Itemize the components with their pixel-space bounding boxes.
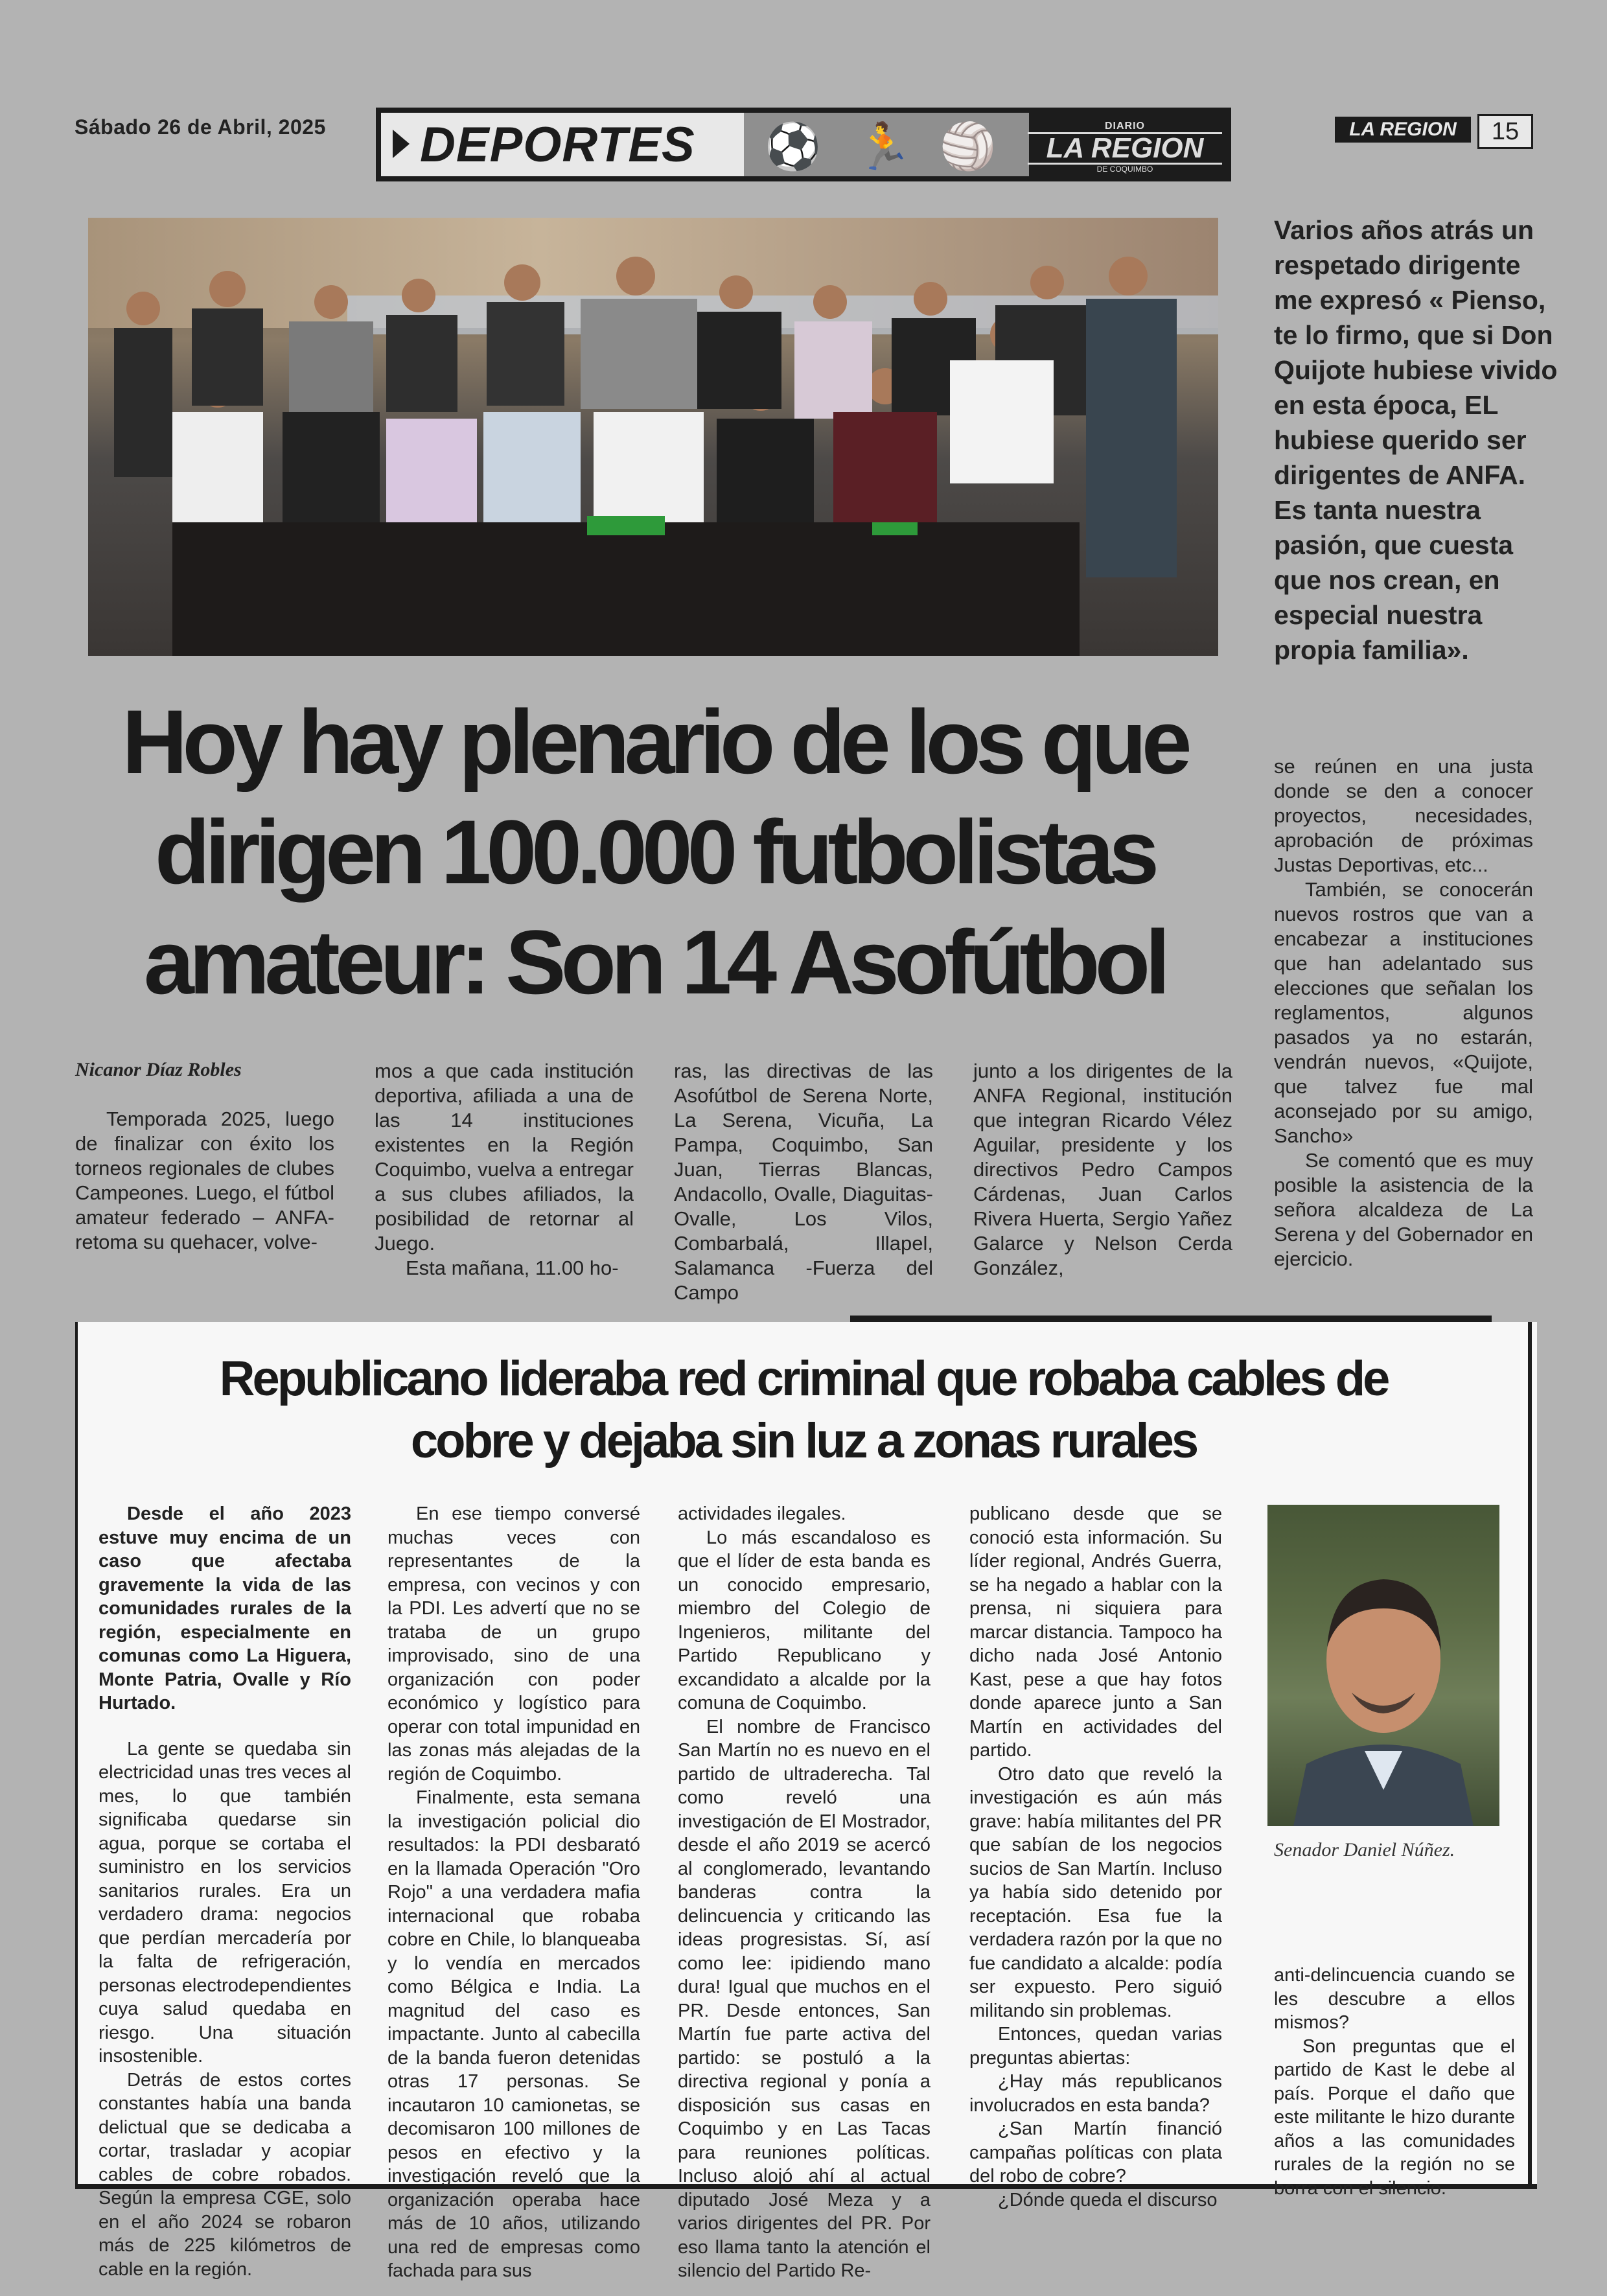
headline-line: cobre y dejaba sin luz a zonas rurales bbox=[410, 1413, 1197, 1468]
box-top-rule bbox=[850, 1316, 1492, 1322]
paragraph: También, se conocerán nuevos rostros que van a encabezar a instituciones que han adelantado sus elecciones que señalan los reglamentos, algunos pasados ya no estarán, vendrán nuevos, «Quijote, que talvez fue mal aconsejado por su amigo, Sancho» bbox=[1274, 878, 1533, 1147]
logo-sub: DE COQUIMBO bbox=[1096, 165, 1153, 174]
paragraph: junto a los dirigentes de la ANFA Regional, institución que integran Ricardo Vélez Aguilar, presidente y los directivos Pedro Campos Cárdenas, Juan Carlos Rivera Huerta, Sergio Yañez Galarce y Nelson Cerda González, bbox=[973, 1060, 1232, 1279]
soccer-player-icon: ⚽ bbox=[765, 121, 822, 172]
paragraph: Lo más escandaloso es que el líder de esta banda es un conocido empresario, miembro del Colegio de Ingenieros, militante del Partido Republicano y excandidato a alcalde por la comuna de Coquimbo. bbox=[678, 1527, 931, 1713]
logo-diario: DIARIO bbox=[1105, 121, 1145, 132]
headline-line: Hoy hay plenario de los que bbox=[122, 691, 1187, 793]
article1-column-5 bbox=[1274, 754, 1533, 1271]
paragraph: mos a que cada institución deportiva, afiliada a una de las 14 instituciones existentes en la Región Coquimbo, vuelva a entregar a sus clubes afiliados, la posibilidad de retornar al Juego. bbox=[375, 1060, 634, 1255]
opinion-headline bbox=[194, 1348, 1413, 1472]
photo-caption: Senador Daniel Núñez. bbox=[1274, 1839, 1455, 1861]
paragraph: Temporada 2025, luego de finalizar con éxito los torneos regionales de clubes Campeones. Luego, el fútbol amateur federado – ANFA- retoma su quehacer, volve- bbox=[75, 1107, 334, 1253]
article2-column-2 bbox=[387, 1502, 640, 2283]
paragraph: Son preguntas que el partido de Kast le debe al país. Porque el daño que este militante le hizo durante años a las comunidades rurales de la región no se borra con el silencio. bbox=[1274, 2035, 1515, 2199]
paragraph: se reúnen en una justa donde se den a conocer proyectos, necesidades, aprobación de próximas Justas Deportivas, etc... bbox=[1274, 755, 1533, 876]
headline-line: dirigen 100.000 futbolistas bbox=[154, 801, 1155, 903]
paragraph: La gente se quedaba sin electricidad unas tres veces al mes, lo que también significaba quedarse sin agua, porque se cortaba el suministro en los servicios sanitarios rurales. Era un verdadero drama: negocios que perdían mercadería por la falta de refrigeración, personas electrodependientes cuya salud quedaba en riesgo. Una situación insostenible. bbox=[98, 1738, 351, 2067]
article1-column-1 bbox=[75, 1107, 334, 1255]
senator-portrait-figure bbox=[1267, 1505, 1499, 1826]
paragraph: El nombre de Francisco San Martín no es nuevo en el partido de ultraderecha. Tal como reveló una investigación de El Mostrador, desde el año 2019 se acercó al conglomerado, levantando banderas contra la delincuencia y criticando las ideas progresistas. Sí, así como lee: ipidiendo mano dura! Igual que muchos en el PR. Desde entonces, San Martín fue parte activa del partido: se postuló a la directiva regional y ponía a disposición sus casas en Coquimbo y en Las Tacas para reuniones políticas. Incluso alojó ahí al actual diputado José Meza y a varios dirigentes del PR. Por eso llama tanto la atención el silencio del Partido Re- bbox=[678, 1716, 931, 2281]
senator-portrait bbox=[1267, 1505, 1499, 1826]
byline: Nicanor Díaz Robles bbox=[75, 1059, 242, 1080]
logo-name: LA REGION bbox=[1028, 132, 1222, 165]
article1-column-3 bbox=[674, 1059, 933, 1305]
paragraph: Detrás de estos cortes constantes había una banda delictual que se dedicaba a cortar, trasladar y acopiar cables de cobre robados. Según la empresa CGE, solo en el año 2024 se robaron más de 225 kilómetros de cable en la región. bbox=[98, 2069, 351, 2280]
box-side-rule bbox=[1528, 1322, 1532, 2184]
paragraph: ¿Hay más republicanos involucrados en esta banda? bbox=[969, 2071, 1222, 2116]
paragraph: ¿Dónde queda el discurso bbox=[998, 2189, 1218, 2210]
paragraph: Entonces, quedan varias preguntas abiertas: bbox=[969, 2024, 1222, 2069]
page-number: 15 bbox=[1477, 114, 1533, 149]
article2-column-5 bbox=[1274, 1964, 1515, 2200]
headline-line: amateur: Son 14 Asofútbol bbox=[143, 911, 1166, 1013]
group-photo-figures bbox=[88, 218, 1218, 656]
runner-icon: 🏃 bbox=[855, 121, 912, 172]
volleyball-icon: 🏐 bbox=[940, 121, 997, 172]
newspaper-logo bbox=[1028, 121, 1222, 174]
corner-brand: LA REGION bbox=[1335, 117, 1471, 143]
article2-column-3 bbox=[678, 1502, 931, 2283]
main-headline bbox=[97, 687, 1212, 1017]
headline-line: Republicano lideraba red criminal que robaba cables de bbox=[219, 1351, 1388, 1406]
paragraph: Otro dato que reveló la investigación es aún más grave: había militantes del PR que sabían de los negocios sucios de San Martín. Incluso ya había sido detenido por receptación. Esa fue la verdadera razón por la que no fue candidato a alcalde: podía ser expuesto. Pero siguió militando sin problemas. bbox=[969, 1763, 1222, 2021]
paragraph: publicano desde que se conoció esta información. Su líder regional, Andrés Guerra, se ha negado a hablar con la prensa, ni siquiera para marcar distancia. Tampoco ha dicho nada José Antonio Kast, pese a que hay fotos donde aparece junto a San Martín en actividades del partido. bbox=[969, 1503, 1222, 1761]
lead-paragraph: Desde el año 2023 estuve muy encima de un caso que afectaba gravemente la vida de las comunidades rurales de la región, especialmente en comunas como La Higuera, Monte Patria, Ovalle y Río Hurtado. bbox=[98, 1503, 351, 1713]
paragraph: Finalmente, esta semana la investigación policial dio resultados: la PDI desbarató en la llamada Operación "Oro Rojo" a una verdadera mafia internacional que robaba cobre en Chile, lo blanqueaba y lo vendía en mercados como Bélgica e India. La magnitud del caso es impactante. Junto al cabecilla de la banda fueron detenidas otras 17 personas. Se incautaron 10 camionetas, se decomisaron 100 millones de pesos en efectivo y la investigación reveló que la organización operaba hace más de 10 años, utilizando una red de empresas como fachada para sus bbox=[387, 1787, 640, 2281]
section-arrow-icon bbox=[393, 130, 410, 158]
paragraph: Se comentó que es muy posible la asistencia de la señora alcaldeza de La Serena y del Gobernador en ejercicio. bbox=[1274, 1149, 1533, 1270]
paragraph: actividades ilegales. bbox=[678, 1503, 846, 1524]
section-title: DEPORTES bbox=[420, 117, 695, 172]
paragraph: ras, las directivas de las Asofútbol de Serena Norte, La Serena, Vicuña, La Pampa, Coquimbo, San Juan, Tierras Blancas, Andacollo, Ovalle, Diaguitas-Ovalle, Los Vilos, Combarbalá, Illapel, Salamanca -Fuerza del Campo bbox=[674, 1060, 933, 1304]
issue-date: Sábado 26 de Abril, 2025 bbox=[75, 115, 326, 139]
article1-column-4 bbox=[973, 1059, 1232, 1281]
paragraph: Esta mañana, 11.00 ho- bbox=[406, 1257, 619, 1279]
pull-quote: Varios años atrás un respetado dirigente me expresó « Pienso, te lo firmo, que si Don Quijote hubiese vivido en esta época, EL hubiese querido ser dirigentes de ANFA. Es tanta nuestra pasión, que cuesta que nos crean, en especial nuestra propia familia». bbox=[1274, 215, 1558, 665]
paragraph: En ese tiempo conversé muchas veces con representantes de la empresa, con vecinos y con la PDI. Les advertí que no se trataba de un grupo improvisado, sino de una organización con poder económico y logístico para operar con total impunidad en las zonas más alejadas de la región de Coquimbo. bbox=[387, 1503, 640, 1785]
group-photo bbox=[88, 218, 1218, 656]
paragraph: anti-delincuencia cuando se les descubre a ellos mismos? bbox=[1274, 1965, 1515, 2033]
paragraph: ¿San Martín financió campañas políticas con plata del robo de cobre? bbox=[969, 2118, 1222, 2186]
article1-column-2 bbox=[375, 1059, 634, 1281]
article2-column-4 bbox=[969, 1502, 1222, 2212]
article2-column-1 bbox=[98, 1502, 351, 2281]
